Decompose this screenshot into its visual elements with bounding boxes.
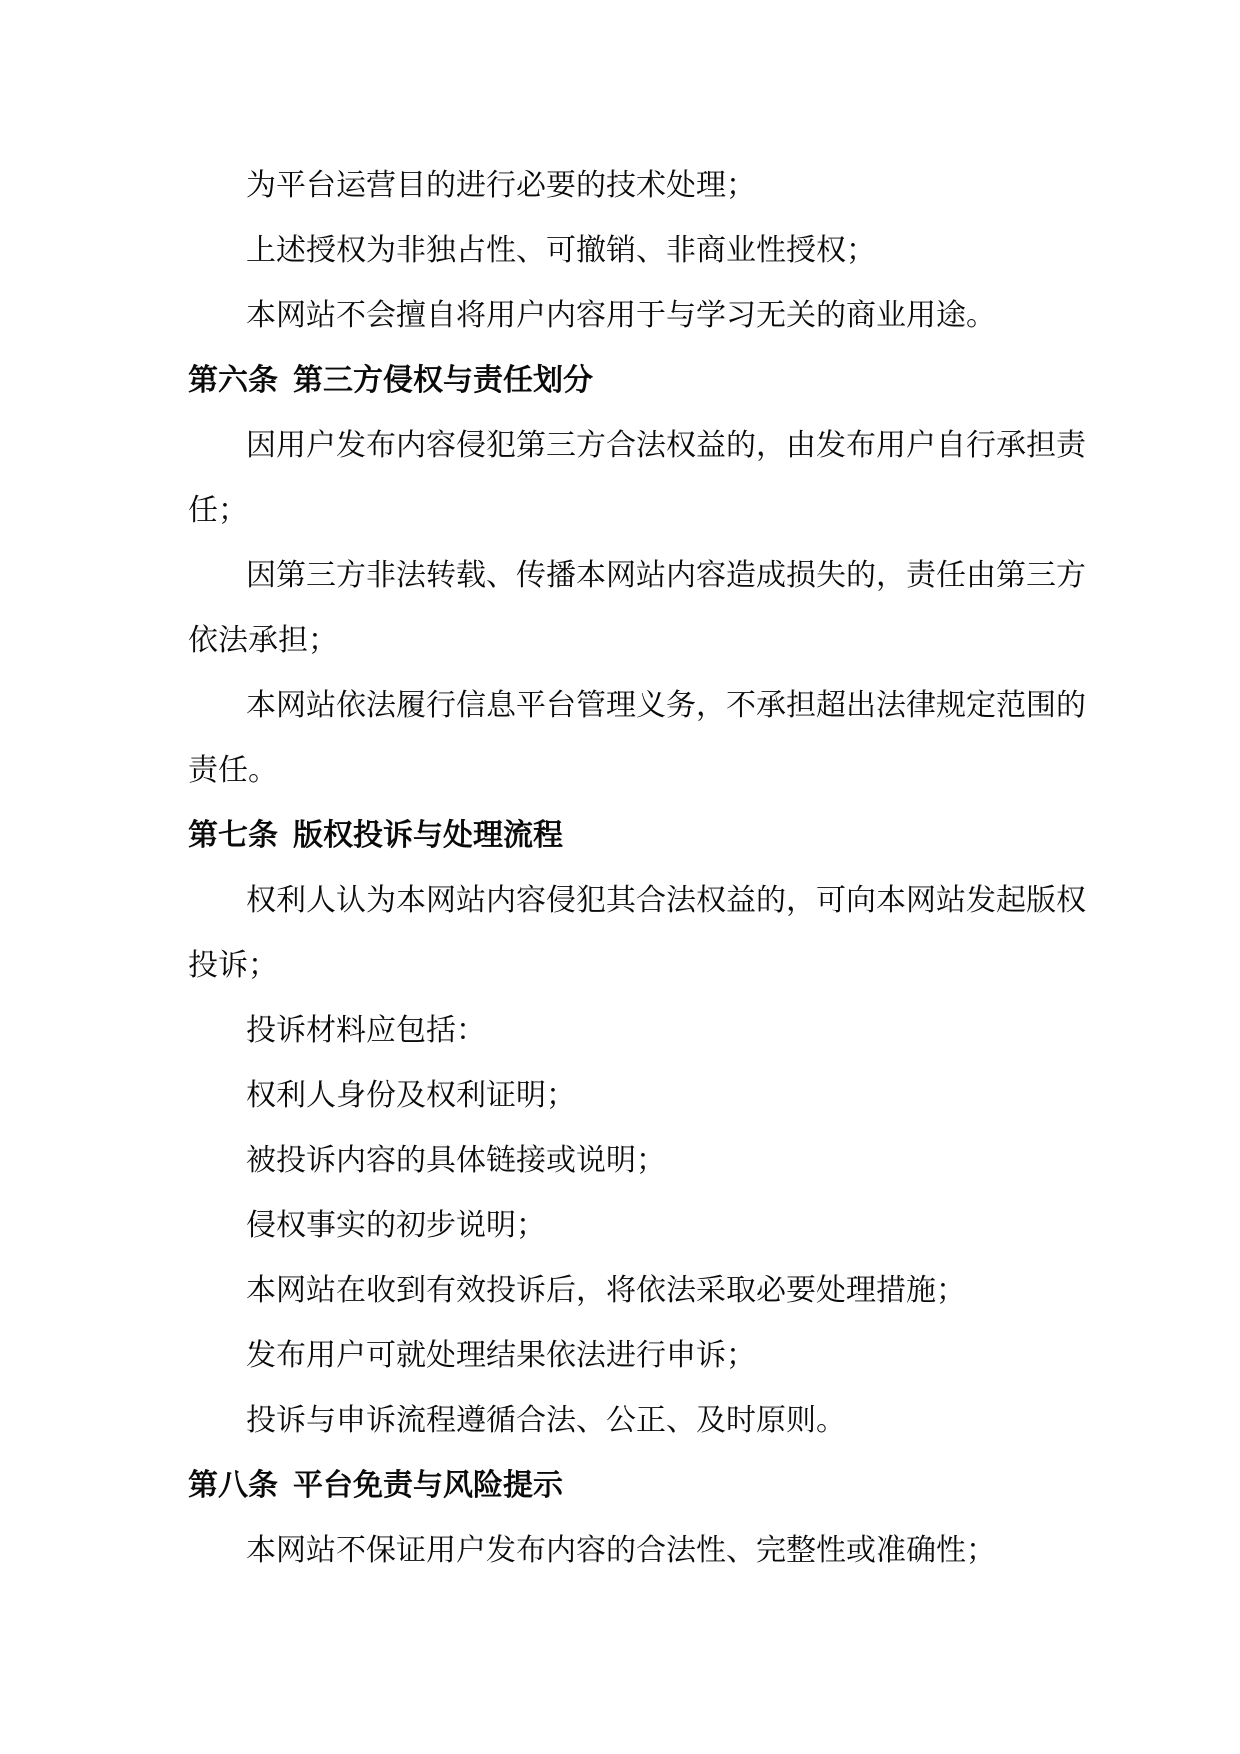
paragraph-line: 上述授权为非独占性、可撤销、非商业性授权；	[246, 234, 876, 267]
paragraph-line: 为平台运营目的进行必要的技术处理；	[246, 169, 756, 202]
paragraph-line: 本网站在收到有效投诉后，将依法采取必要处理措施；	[246, 1274, 966, 1307]
section-heading	[188, 348, 1073, 413]
section-title: 版权投诉与处理流程	[293, 819, 563, 852]
section-title: 平台免责与风险提示	[293, 1469, 563, 1502]
paragraph-line: 因第三方非法转载、传播本网站内容造成损失的，责任由第三方	[246, 559, 1086, 592]
paragraph-continuation-line: 投诉；	[188, 949, 278, 982]
paragraph-line: 权利人身份及权利证明；	[246, 1079, 576, 1112]
paragraph-continuation-line: 依法承担；	[188, 624, 338, 657]
paragraph-line: 权利人认为本网站内容侵犯其合法权益的，可向本网站发起版权	[246, 884, 1086, 917]
paragraph-continuation-line: 任；	[188, 494, 248, 527]
section-heading	[188, 1453, 1073, 1518]
section-number: 第七条	[188, 819, 278, 852]
paragraph-line: 本网站不会擅自将用户内容用于与学习无关的商业用途。	[246, 299, 996, 332]
paragraph-line: 投诉材料应包括：	[246, 1014, 486, 1047]
paragraph-line: 本网站不保证用户发布内容的合法性、完整性或准确性；	[246, 1534, 996, 1567]
paragraph-line: 侵权事实的初步说明；	[246, 1209, 546, 1242]
paragraph-line: 因用户发布内容侵犯第三方合法权益的，由发布用户自行承担责	[246, 429, 1086, 462]
paragraph-continuation-line: 责任。	[188, 754, 278, 787]
section-heading	[188, 803, 1073, 868]
section-number: 第八条	[188, 1469, 278, 1502]
document-content	[188, 153, 1086, 1583]
paragraph-line: 投诉与申诉流程遵循合法、公正、及时原则。	[246, 1404, 846, 1437]
paragraph-line: 被投诉内容的具体链接或说明；	[246, 1144, 666, 1177]
section-title: 第三方侵权与责任划分	[293, 364, 593, 397]
section-number: 第六条	[188, 364, 278, 397]
paragraph-line: 发布用户可就处理结果依法进行申诉；	[246, 1339, 756, 1372]
paragraph-line: 本网站依法履行信息平台管理义务，不承担超出法律规定范围的	[246, 689, 1086, 722]
